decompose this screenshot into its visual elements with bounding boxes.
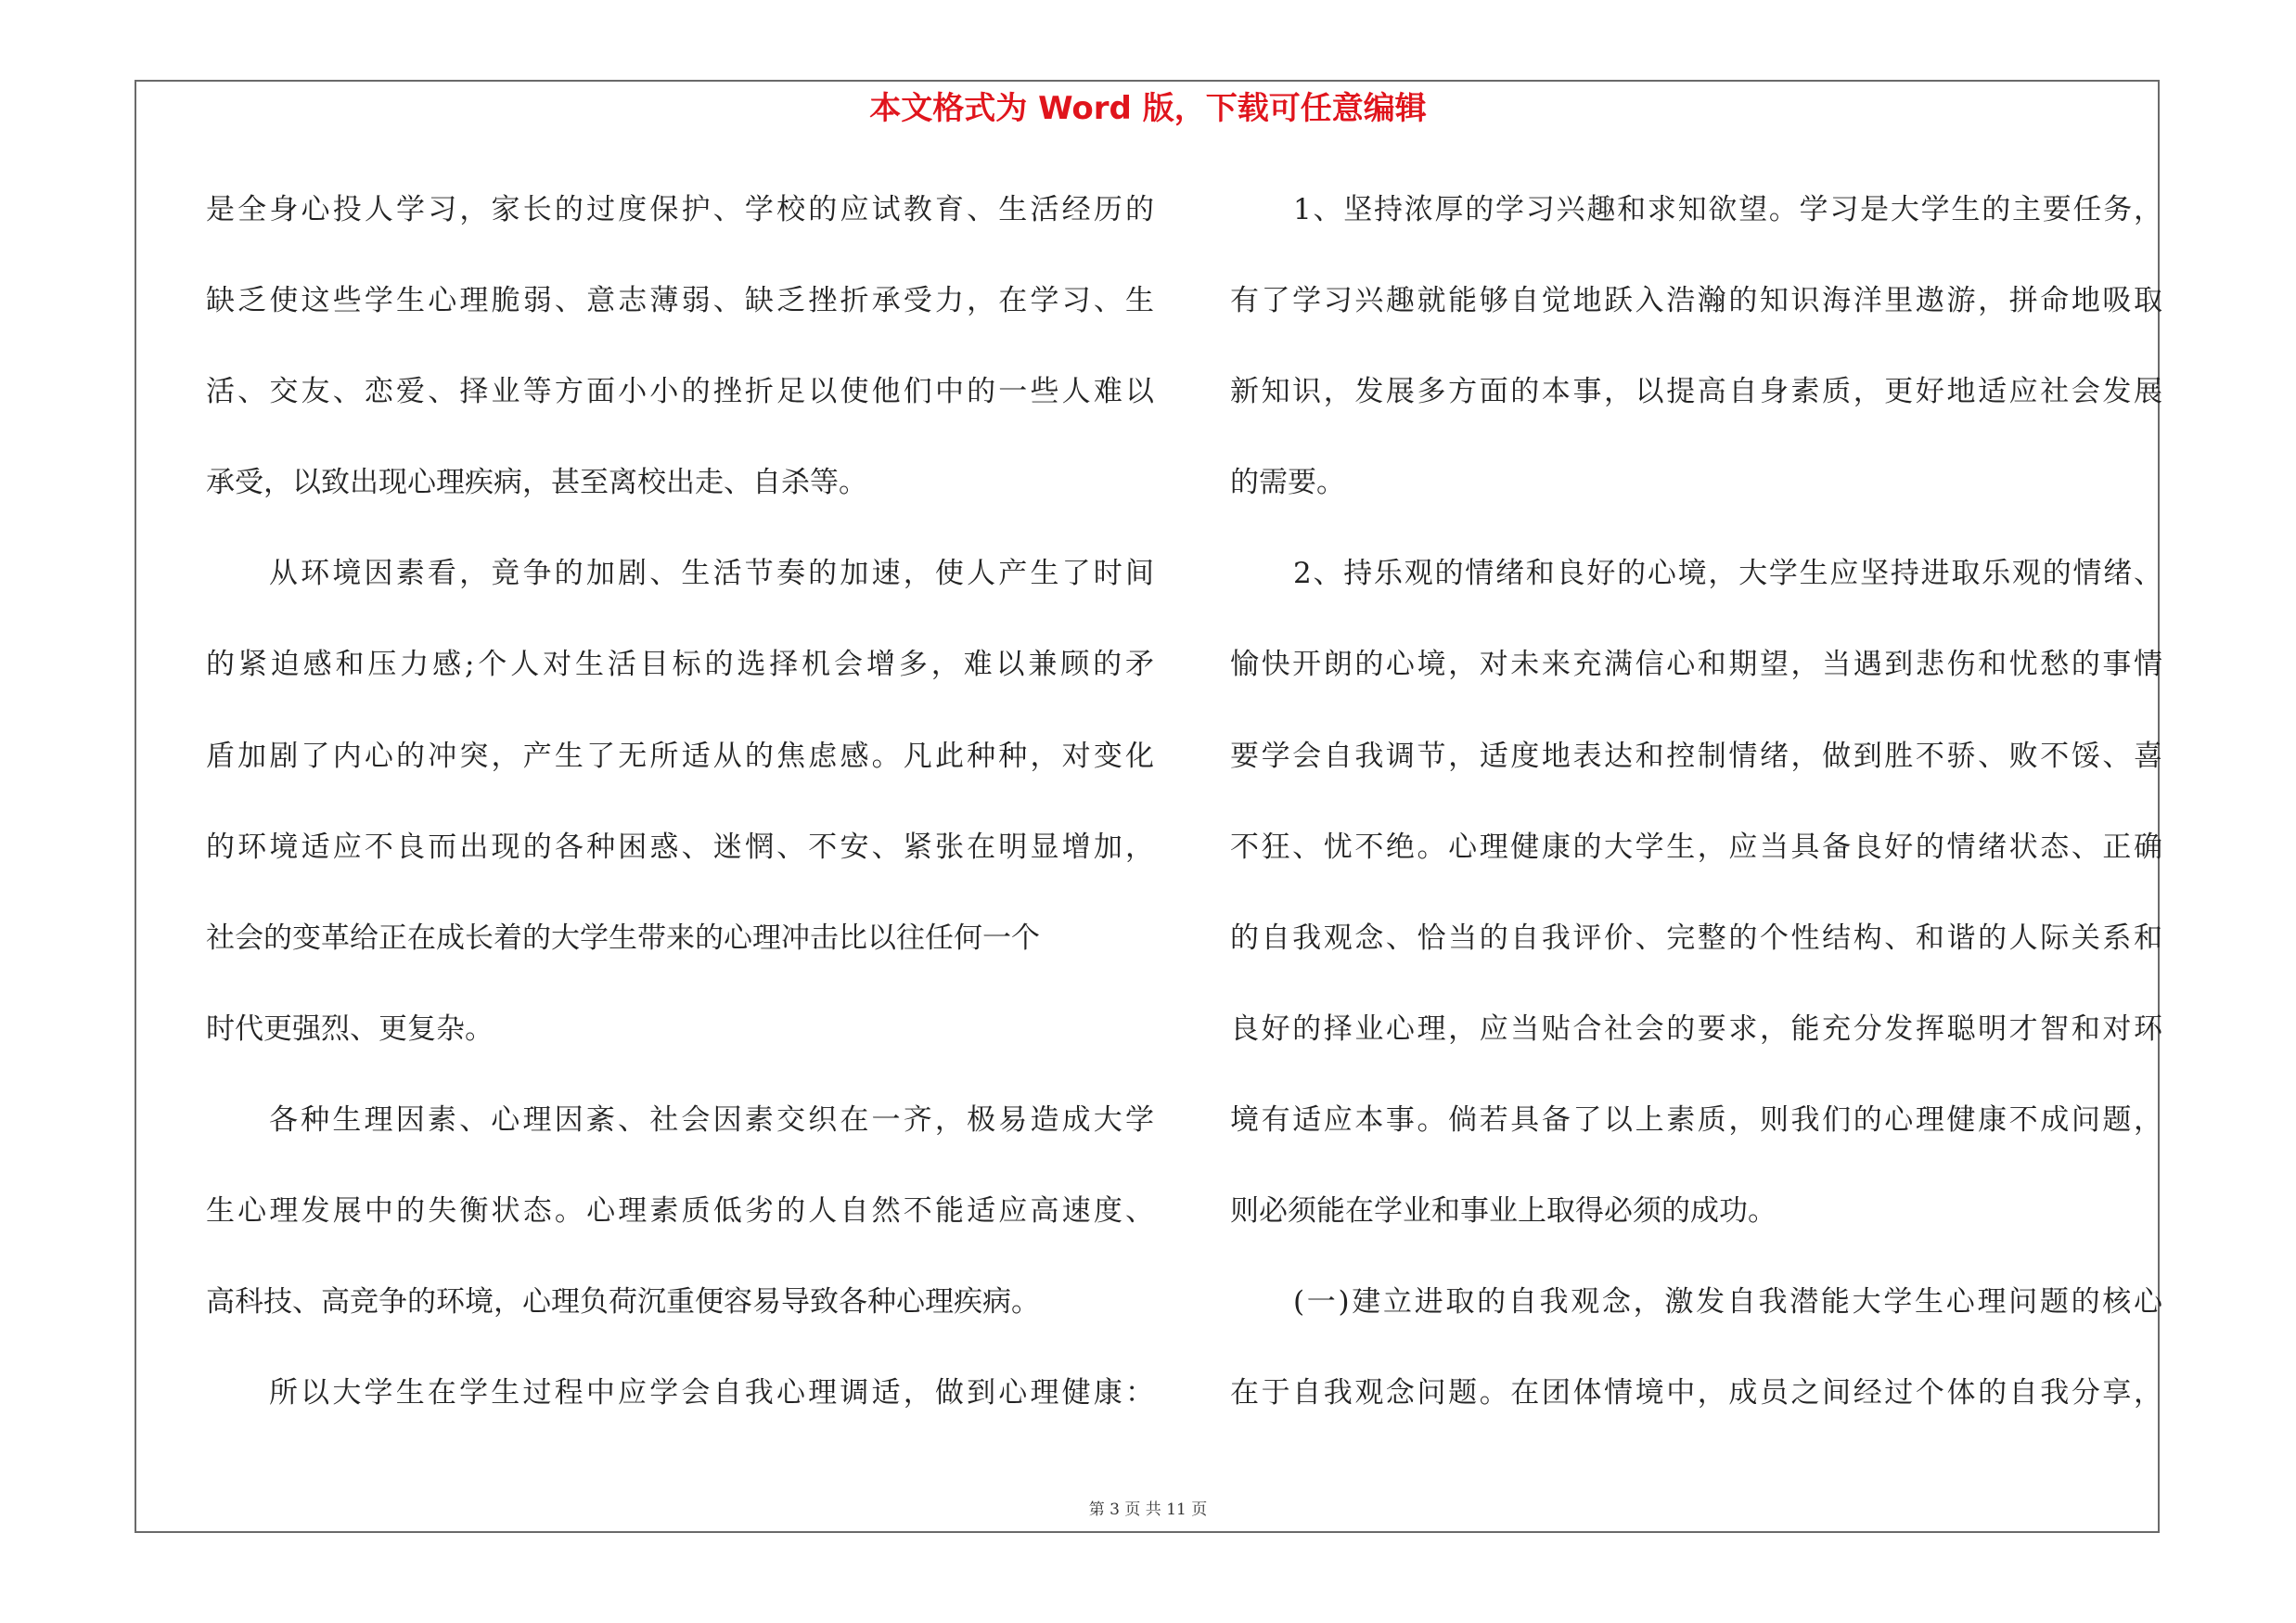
text-line: 要学会自我调节，适度地表达和控制情绪，做到胜不骄、败不馁、喜	[1230, 739, 2162, 773]
text-line: 2、持乐观的情绪和良好的心境，大学生应坚持进取乐观的情绪、	[1293, 557, 2162, 591]
text-line: 从环境因素看，竟争的加剧、生活节奏的加速，使人产生了时间	[269, 557, 1154, 591]
text-line: 各种生理因素、心理因紊、社会因素交织在一齐，极易造成大学	[269, 1102, 1154, 1137]
text-line: 所以大学生在学生过程中应学会自我心理调适，做到心理健康：	[269, 1376, 1154, 1410]
text-line: 高科技、高竞争的环境，心理负荷沉重便容易导致各种心理疾病。	[206, 1285, 1040, 1320]
text-line: 是全身心投人学习，家长的过度保护、学校的应试教育、生活经历的	[206, 193, 1154, 226]
page-number: 第 3 页 共 11 页	[1088, 1501, 1208, 1519]
text-line: 有了学习兴趣就能够自觉地跃入浩瀚的知识海洋里遨游，拼命地吸取	[1230, 284, 2162, 318]
text-line: 缺乏使这些学生心理脆弱、意志薄弱、缺乏挫折承受力，在学习、生	[206, 284, 1154, 318]
text-line: 生心理发展中的失衡状态。心理素质低劣的人自然不能适应高速度、	[206, 1194, 1154, 1229]
text-line: 的环境适应不良而出现的各种困惑、迷惘、不安、紧张在明显增加，	[206, 830, 1154, 864]
text-line: 1、坚持浓厚的学习兴趣和求知欲望。学习是大学生的主要任务，	[1293, 193, 2162, 226]
text-line: 的紧迫感和压力感;个人对生活目标的选择机会增多，难以兼顾的矛	[206, 648, 1154, 682]
right-column	[1230, 182, 2162, 1456]
text-line: 在于自我观念问题。在团体情境中，成员之间经过个体的自我分享，	[1230, 1376, 2162, 1410]
text-line: 愉快开朗的心境，对未来充满信心和期望，当遇到悲伤和忧愁的事情	[1230, 648, 2162, 682]
format-banner: 本文格式为 Word 版，下载可任意编辑	[869, 90, 1427, 127]
text-line: 则必须能在学业和事业上取得必须的成功。	[1230, 1194, 1777, 1229]
text-line: 活、交友、恋爱、择业等方面小小的挫折足以使他们中的一些人难以	[206, 375, 1154, 409]
text-line: (一)建立进取的自我观念，激发自我潜能大学生心理问题的核心	[1293, 1285, 2162, 1320]
text-line: 的需要。	[1230, 466, 1345, 500]
text-line: 良好的择业心理，应当贴合社会的要求，能充分发挥聪明才智和对环	[1230, 1011, 2162, 1046]
text-line: 的自我观念、恰当的自我评价、完整的个性结构、和谐的人际关系和	[1230, 921, 2162, 955]
text-line: 不狂、忧不绝。心理健康的大学生，应当具备良好的情绪状态、正确	[1230, 830, 2162, 864]
left-column	[206, 182, 1154, 1456]
text-line: 时代更强烈、更复杂。	[206, 1011, 494, 1046]
text-line: 盾加剧了内心的冲突，产生了无所适从的焦虑感。凡此种种，对变化	[206, 739, 1154, 773]
text-line: 承受，以致出现心理疾病，甚至离校出走、自杀等。	[206, 466, 867, 500]
text-line: 社会的变革给正在成长着的大学生带来的心理冲击比以往任何一个	[206, 921, 1040, 955]
text-line: 新知识，发展多方面的本事，以提高自身素质，更好地适应社会发展	[1230, 375, 2162, 409]
text-line: 境有适应本事。倘若具备了以上素质，则我们的心理健康不成问题，	[1230, 1102, 2162, 1137]
